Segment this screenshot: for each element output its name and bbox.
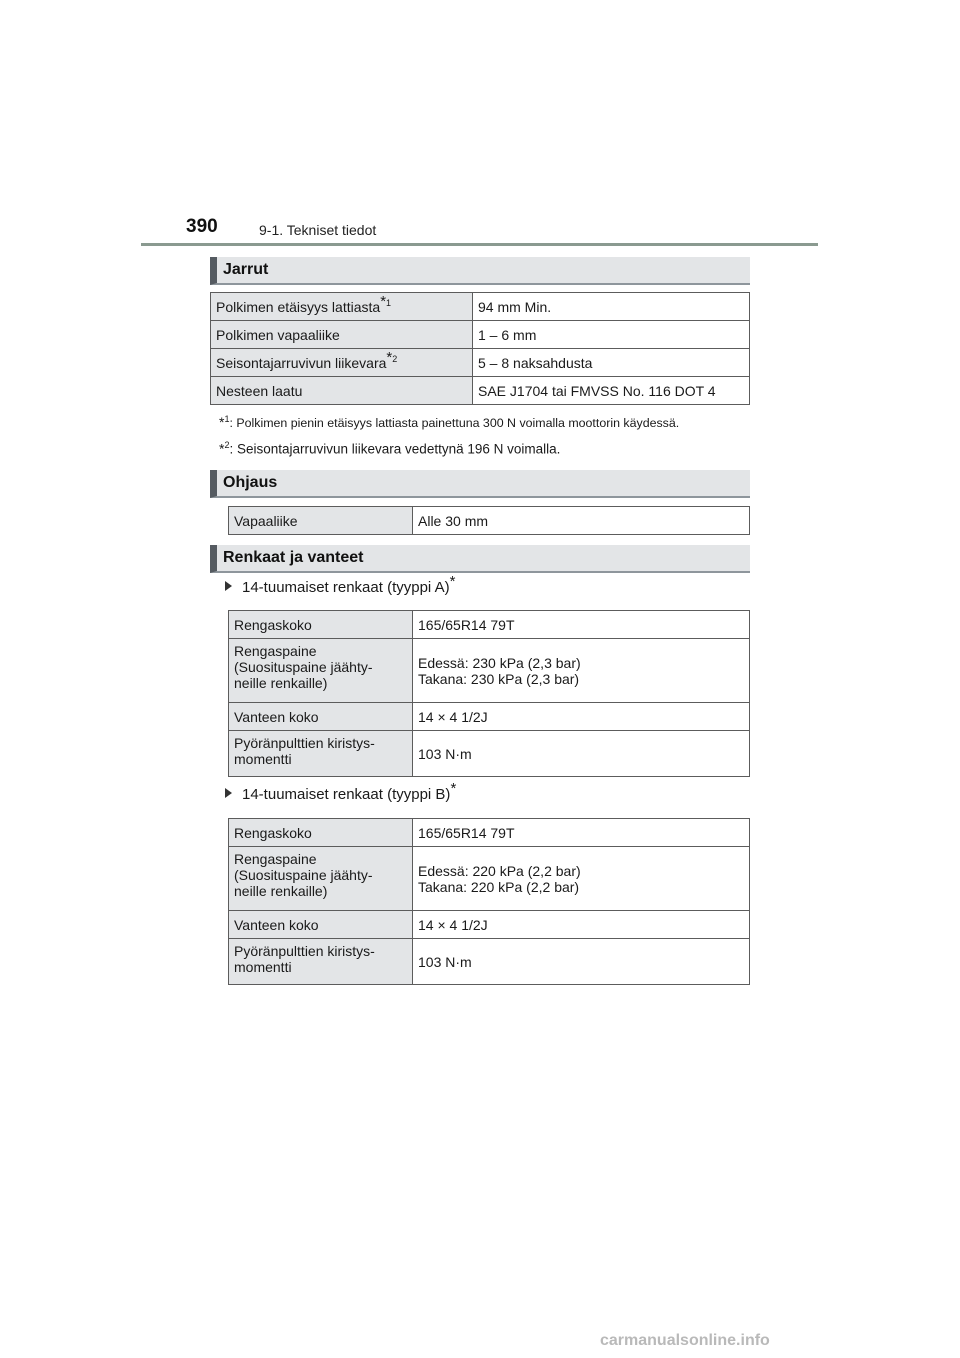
table-cell-value: 103 N·m [413, 731, 750, 777]
table-row [211, 377, 750, 405]
table-row [211, 321, 750, 349]
table-row [211, 293, 750, 321]
brakes-table [210, 292, 750, 405]
table-row [229, 819, 750, 847]
subheading-type-b: 14-tuumaiset renkaat (tyyppi B)* [225, 786, 456, 803]
table-cell-label: Vanteen koko [229, 703, 413, 731]
table-row [229, 639, 750, 703]
table-cell-value: 14 × 4 1/2J [413, 911, 750, 939]
table-row [229, 507, 750, 535]
table-row [229, 911, 750, 939]
table-row [229, 939, 750, 985]
triangle-bullet-icon [225, 788, 232, 798]
table-cell-label: Rengaspaine (Suosituspaine jäähty- neille renkaille) [229, 847, 413, 911]
header-rule [141, 243, 818, 246]
table-row [229, 847, 750, 911]
table-cell-value: Edessä: 220 kPa (2,2 bar) Takana: 220 kPa (2,2 bar) [413, 847, 750, 911]
tires-type-a-table [228, 610, 750, 777]
table-cell-label: Pyöränpulttien kiristys- momentti [229, 731, 413, 777]
table-cell-label: Rengaspaine (Suosituspaine jäähty- neille renkaille) [229, 639, 413, 703]
triangle-bullet-icon [225, 581, 232, 591]
footnote-2: *$^2$: Seisontajarruvivun liikevara vedettynä 196 N voimalla. [219, 440, 561, 457]
table-row [229, 611, 750, 639]
table-cell-value: SAE J1704 tai FMVSS No. 116 DOT 4 [473, 377, 750, 405]
table-row [229, 731, 750, 777]
steering-table [228, 506, 750, 535]
table-cell-label: Polkimen vapaaliike [211, 321, 473, 349]
section-heading-brakes: Jarrut [210, 257, 750, 285]
chapter-title: 9-1. Tekniset tiedot [259, 222, 377, 238]
table-cell-value: 165/65R14 79T [413, 819, 750, 847]
table-cell-value: 5 – 8 naksahdusta [473, 349, 750, 377]
tires-type-b-table [228, 818, 750, 985]
page-number: 390 [186, 216, 218, 237]
table-cell-label: Vapaaliike [229, 507, 413, 535]
table-cell-value: 14 × 4 1/2J [413, 703, 750, 731]
subheading-type-a: 14-tuumaiset renkaat (tyyppi A)* [225, 579, 455, 596]
table-cell-value: 103 N·m [413, 939, 750, 985]
table-cell-value: 165/65R14 79T [413, 611, 750, 639]
table-cell-label: Vanteen koko [229, 911, 413, 939]
table-cell-label: Polkimen etäisyys lattiasta$^{*1}$ [211, 293, 473, 321]
table-cell-label: Pyöränpulttien kiristys- momentti [229, 939, 413, 985]
table-cell-value: 94 mm Min. [473, 293, 750, 321]
section-heading-tires: Renkaat ja vanteet [210, 545, 750, 573]
table-cell-label: Nesteen laatu [211, 377, 473, 405]
table-row [211, 349, 750, 377]
table-cell-value: Alle 30 mm [413, 507, 750, 535]
table-cell-value: 1 – 6 mm [473, 321, 750, 349]
table-cell-value: Edessä: 230 kPa (2,3 bar) Takana: 230 kPa (2,3 bar) [413, 639, 750, 703]
table-cell-label: Rengaskoko [229, 819, 413, 847]
table-cell-label: Seisontajarruvivun liikevara$^{*2}$ [211, 349, 473, 377]
footnote-1: *$^1$: Polkimen pienin etäisyys lattiasta painettuna 300 N voimalla moottorin käydessä. [219, 414, 680, 431]
table-row [229, 703, 750, 731]
watermark: carmanualsonline.info [600, 1332, 770, 1349]
section-heading-steering: Ohjaus [210, 470, 750, 498]
table-cell-label: Rengaskoko [229, 611, 413, 639]
